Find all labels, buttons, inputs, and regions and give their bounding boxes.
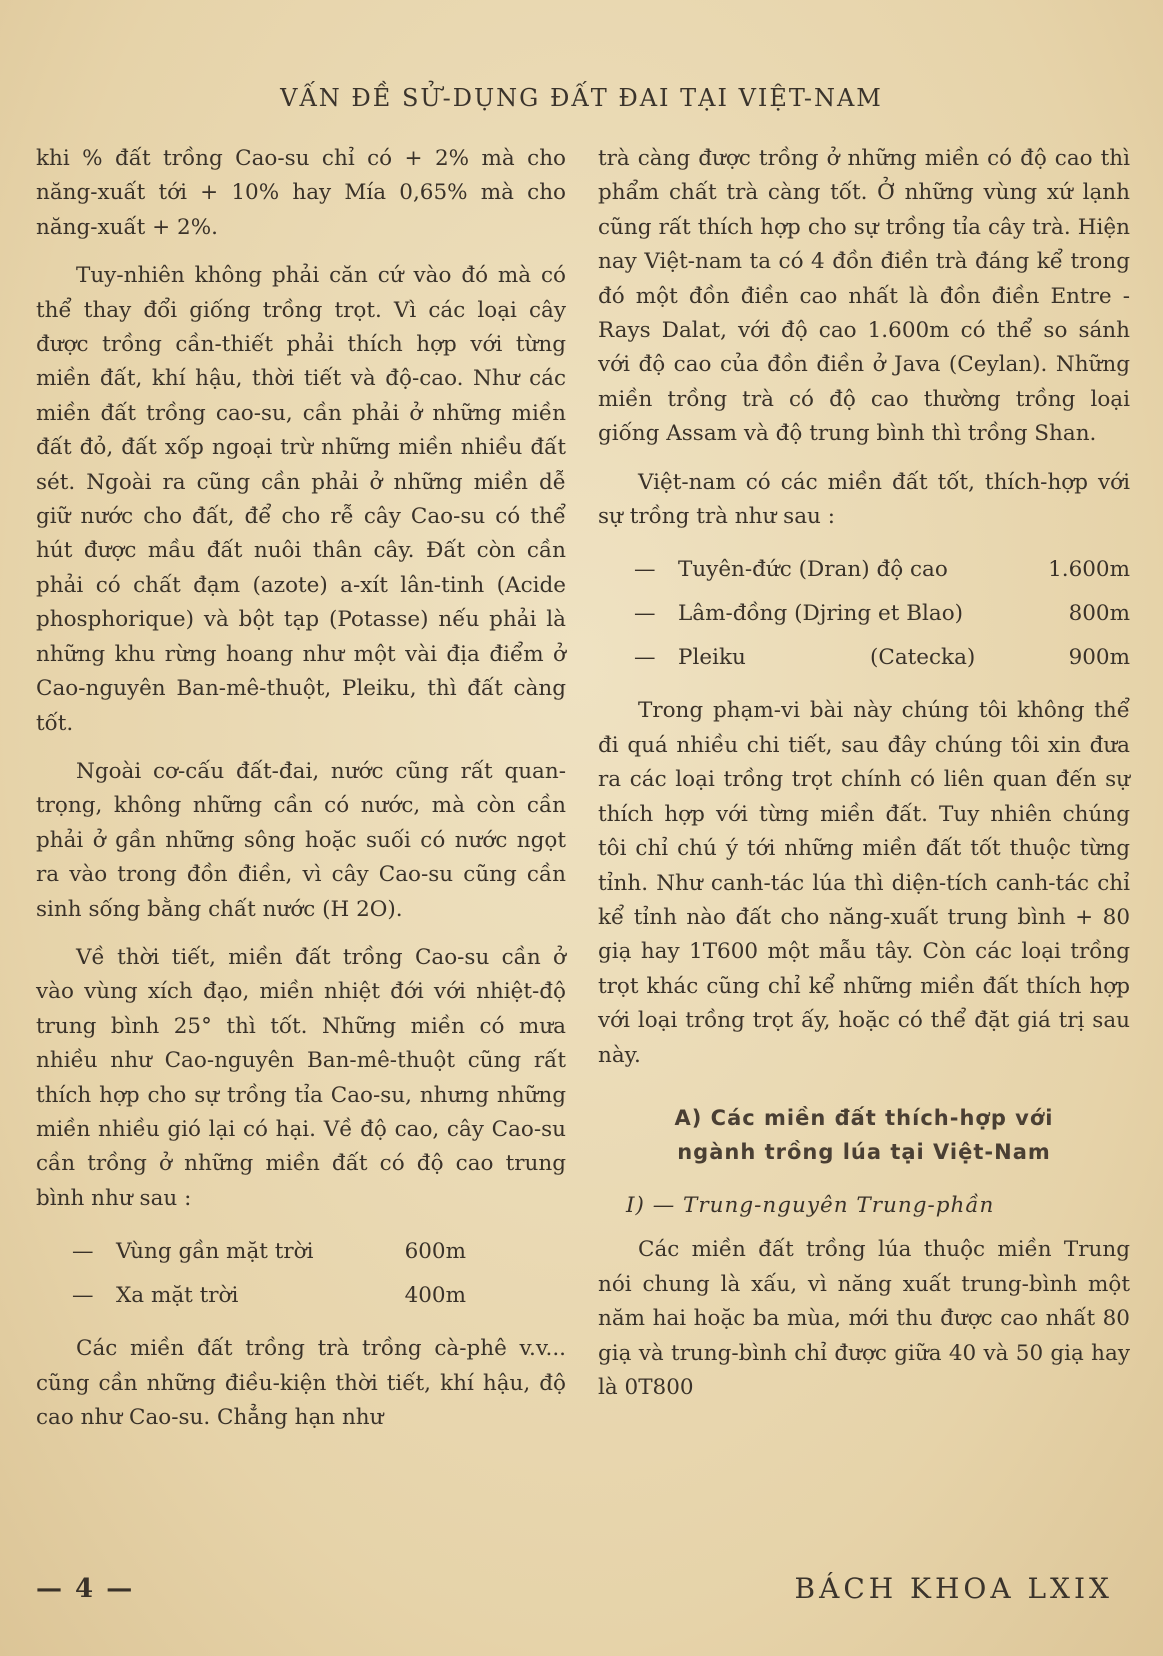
list-item-name: Vùng gần mặt trời (116, 1238, 314, 1264)
journal-title: BÁCH KHOA LXIX (794, 1572, 1113, 1605)
dash-mark: — (634, 557, 656, 583)
right-column (598, 142, 1130, 1419)
list-item-value: 800m (1068, 601, 1130, 627)
page-number: — 4 — (36, 1574, 135, 1604)
list-item-name: Xa mặt trời (116, 1282, 239, 1308)
running-title: VẤN ĐỀ SỬ-DỤNG ĐẤT ĐAI TẠI VIỆT-NAM (280, 84, 883, 112)
paragraph: Về thời tiết, miền đất trồng Cao-su cần ở vào vùng xích đạo, miền nhiệt đới với nhiệt-độ trung bình 25° thì tốt. Những miền có mưa nhiều như Cao-nguyên Ban-mê-thuột cũng rất thích hợp cho sự trồng tỉa Cao-su, nhưng những miền nhiều gió lại có hại. Về độ cao, cây Cao-su cần trồng ở những miền đất có độ cao trung bình như sau : (36, 944, 566, 1211)
list-item-value: 400m (404, 1282, 466, 1308)
list-item-name: Pleiku (678, 645, 746, 671)
dash-mark: — (72, 1282, 94, 1308)
paragraph: khi % đất trồng Cao-su chỉ có + 2% mà cho năng-xuất tới + 10% hay Mía 0,65% mà cho năng-xuất + 2%. (36, 146, 566, 240)
paragraph: Các miền đất trồng trà trồng cà-phê v.v... cũng cần những điều-kiện thời tiết, khí hậu, độ cao như Cao-su. Chẳng hạn như (36, 1336, 566, 1430)
list-item-value: 600m (404, 1238, 466, 1264)
paragraph: Tuy-nhiên không phải căn cứ vào đó mà có thể thay đổi giống trồng trọt. Vì các loại cây được trồng cần-thiết phải thích hợp với từng miền đất, khí hậu, thời tiết và độ-cao. Như các miền đất trồng cao-su, cần phải ở những miền đất đỏ, đất xốp ngoại trừ những miền nhiều đất sét. Ngoài ra cũng cần phải ở những miền dễ giữ nước cho đất, để cho rễ cây Cao-su có thể hút được mầu đất nuôi thân cây. Đất còn cần phải có chất đạm (azote) a-xít lân-tinh (Acide phosphorique) và bột tạp (Potasse) nếu phải là những khu rừng hoang như một vài địa điểm ở Cao-nguyên Ban-mê-thuột, Pleiku, thì đất càng tốt. (36, 263, 566, 736)
list-item-note: (Catecka) (870, 645, 976, 671)
list-item-name: Tuyên-đức (Dran) độ cao (678, 557, 948, 583)
list-item-value: 1.600m (1048, 557, 1130, 583)
list-item (598, 592, 1130, 636)
section-heading (598, 1101, 1130, 1169)
dash-mark: — (72, 1238, 94, 1264)
tea-region-list (598, 548, 1130, 680)
list-item (598, 636, 1130, 680)
list-item (36, 1230, 566, 1274)
left-column (36, 142, 566, 1449)
list-item-value: 900m (1068, 645, 1130, 671)
paragraph: trà càng được trồng ở những miền có độ cao thì phẩm chất trà càng tốt. Ở những vùng xứ lạnh cũng rất thích hợp cho sự trồng tỉa cây trà. Hiện nay Việt-nam ta có 4 đồn điền trà đáng kể trong đó một đồn điền cao nhất là đồn điền Entre - Rays Dalat, với độ cao 1.600m có thể so sánh với độ cao của đồn điền ở Java (Ceylan). Những miền trồng trà có độ cao thường trồng loại giống Assam và độ trung bình thì trồng Shan. (598, 146, 1130, 447)
paragraph: Ngoài cơ-cấu đất-đai, nước cũng rất quan-trọng, không những cần có nước, mà còn cần phải ở gần những sông hoặc suối có nước ngọt ra vào trong đồn điền, vì cây Cao-su cũng cần sinh sống bằng chất nước (H 2O). (36, 758, 566, 922)
paragraph: Các miền đất trồng lúa thuộc miền Trung nói chung là xấu, vì năng xuất trung-bình một năm hai hoặc ba mùa, mới thu được cao nhất 80 giạ và trung-bình chỉ được giữa 40 và 50 giạ hay là 0T800 (598, 1237, 1130, 1400)
list-item (36, 1274, 566, 1318)
dash-mark: — (634, 645, 656, 671)
list-item (598, 548, 1130, 592)
paragraph: Việt-nam có các miền đất tốt, thích-hợp với sự trồng trà như sau : (598, 469, 1130, 530)
rubber-altitude-list (36, 1230, 566, 1318)
paragraph: Trong phạm-vi bài này chúng tôi không thể đi quá nhiều chi tiết, sau đây chúng tôi xin đưa ra các loại trồng trọt chính có liên quan đến sự thích hợp với từng miền đất. Tuy nhiên chúng tôi chỉ chú ý tới những miền đất tốt thuộc từng tỉnh. Như canh-tác lúa thì diện-tích canh-tác chỉ kể tỉnh nào đất cho năng-xuất trung bình + 80 giạ hay 1T600 một mẫu tây. Còn các loại trồng trọt khác cũng chỉ kể những miền đất thích hợp với loại trồng trọt ấy, hoặc có thể đặt giá trị sau này. (598, 698, 1130, 1068)
sub-heading: I) — Trung-nguyên Trung-phần (626, 1192, 995, 1218)
section-heading-line: ngành trồng lúa tại Việt-Nam (677, 1139, 1051, 1164)
section-heading-line: A) Các miền đất thích-hợp với (674, 1105, 1054, 1130)
dash-mark: — (634, 601, 656, 627)
list-item-name: Lâm-đồng (Djring et Blao) (678, 601, 964, 627)
